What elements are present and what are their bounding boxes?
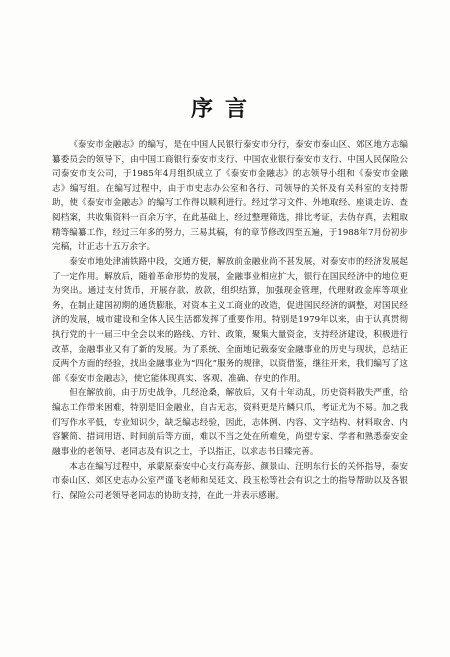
preface-body: [52, 138, 408, 503]
preface-paragraph: 但在解放前，由于历史战争，几经沧桑，解放后，又有十年动乱，历史资料散失严重，给编志工作带来困难，特别是旧金融业，自古无志，资料更是片鳞只爪，考证尤为不易。加之我们写作水平低，专业知识少，缺乏编志经验，因此，志体例、内容、文字结构、材料取舍、内容繁简、措词用语、时间前后等方面，难以不当之处在所难免，尚望专家、学者和熟悉泰安金融事业的老领导、老同志及有识之士，予以指正，以求志书日臻完善。: [52, 388, 408, 457]
preface-paragraph: 泰安市地处津浦铁路中段，交通方便，解放前金融业尚不甚发展，对泰安市的经济发展起了一定作用。解放后，随着革命形势的发展，金融事业相应扩大，银行在国民经济中的地位更为突出。通过支付货币，开展存款、放款，组织结算，加强现金管理，代理财政金库等项业务，在制止建国初期的通货膨胀，对资本主义工商业的改造，促进国民经济的调整，对国民经济的发展，城市建设和全体人民生活都发挥了重要作用。特别是1979年以来，由于认真贯彻执行党的十一届三中全会以来的路线、方针、政策，聚集大量资金，支持经济建设，积极进行改革，金融事业又有了新的发展。为了系统、全面地记载泰安金融事业的历史与现状，总结正反两个方面的经验，找出金融事业为“四化”服务的规律，以资借鉴，继往开来，我们编写了这部《泰安市金融志》，使它能体现真实、客观、准确、存史的作用。: [52, 256, 408, 384]
preface-paragraph: 《泰安市金融志》的编写，是在中国人民银行泰安市分行，泰安市泰山区、郊区地方志编纂委员会的领导下，由中国工商银行泰安市支行、中国农业银行泰安市支行、中国人民保险公司泰安市支公司，于1985年4月组织成立了《泰安市金融志》的志领导小组和《泰安市金融志》编写组。在编写过程中，由于市史志办公室和各行、司领导的关怀及有关科室的支持帮助，使《泰安市金融志》的编写工作得以顺利进行。经过学习文件、外地取经、座谈走访、查阅档案，共收集资料一百余万字，在此基础上，经过整理筛选，排比考证，去伪存真，去粗取精等编纂工作，经过三年多的努力，三易其稿，有的章节修改四至五遍，于1988年7月份初步完稿，计正志十五万余字。: [52, 140, 408, 253]
page-title: 序言: [190, 97, 259, 122]
preface-paragraph: 本志在编写过程中，承蒙原泰安中心支行高寿彭、颜景山、汪明东行长的关怀指导，泰安市泰山区、郊区史志办公室严谨飞老师和吴廷文、段玉松等社会有识之士的指导帮助以及各银行、保险公司老领导老同志的协助支持，在此一并表示感谢。: [52, 461, 408, 501]
